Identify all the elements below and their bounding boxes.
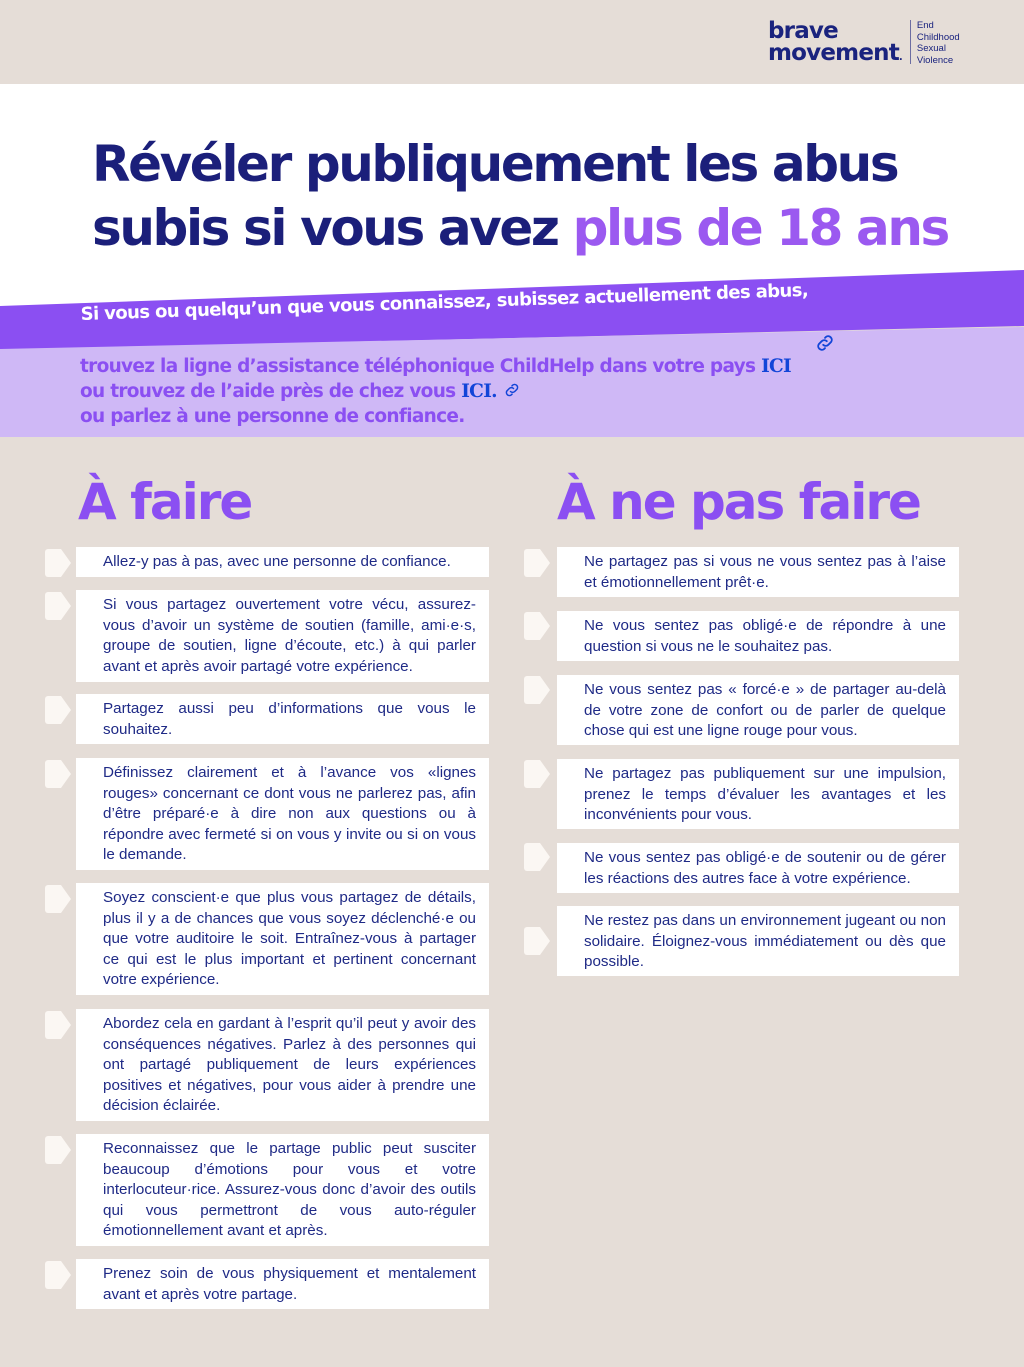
arrow-bullet-icon bbox=[524, 760, 550, 788]
do-list-item: Si vous partagez ouvertement votre vécu, assurez-vous d’avoir un système de soutien (famille, ami·e·s, groupe de soutien, ligne d’écoute, etc.) à qui parler avant et après avoir partagé votre expérience. bbox=[76, 590, 489, 682]
title-line-1: Révéler publiquement les abus bbox=[92, 135, 898, 193]
alert-banner-text: Si vous ou quelqu’un que vous connaissez, subissez actuellement des abus, bbox=[80, 279, 809, 325]
arrow-bullet-icon bbox=[45, 1261, 71, 1289]
do-list-item: Soyez conscient·e que plus vous partagez de détails, plus il y a de chances que vous soyez déclenché·e ou que votre auditoire le soit. Entraînez-vous à partager ce qui est le plus important et pertinent concernant votre expérience. bbox=[76, 883, 489, 995]
dont-list-item: Ne vous sentez pas obligé·e de soutenir ou de gérer les réactions des autres face à votre expérience. bbox=[557, 843, 959, 893]
dont-list-item: Ne vous sentez pas « forcé·e » de partager au-delà de votre zone de confort ou de parler de quelque chose qui est une ligne rouge pour vous. bbox=[557, 675, 959, 745]
arrow-bullet-icon bbox=[524, 676, 550, 704]
arrow-bullet-icon bbox=[45, 1011, 71, 1039]
do-list-item: Définissez clairement et à l’avance vos «lignes rouges» concernant ce dont vous ne parlerez pas, afin d’être préparé·e à dire non aux questions ou à répondre avec fermeté si on vous y invite ou si on vous le demande. bbox=[76, 758, 489, 870]
arrow-bullet-icon bbox=[45, 1136, 71, 1164]
dont-list-item: Ne partagez pas publiquement sur une impulsion, prenez le temps d’évaluer les avantages et les inconvénients pour vous. bbox=[557, 759, 959, 829]
arrow-bullet-icon bbox=[45, 549, 71, 577]
help-lines bbox=[80, 354, 791, 429]
do-list-item: Reconnaissez que le partage public peut susciter beaucoup d’émotions pour vous et votre interlocuteur·rice. Assurez-vous donc d’avoir des outils qui vous permettront de vous auto-réguler émotionnellement avant et après. bbox=[76, 1134, 489, 1246]
arrow-bullet-icon bbox=[524, 612, 550, 640]
help-line-1 bbox=[80, 354, 791, 379]
do-list-item: Allez-y pas à pas, avec une personne de confiance. bbox=[76, 547, 489, 577]
logo-line-2: movement bbox=[768, 40, 899, 66]
help-line-2-text: ou trouvez de l’aide près de chez vous bbox=[80, 381, 462, 402]
dont-heading: À ne pas faire bbox=[557, 473, 920, 531]
logo-line-1: brave bbox=[768, 18, 838, 44]
brave-movement-logo bbox=[768, 20, 960, 69]
help-line-1-text: trouvez la ligne d’assistance téléphonique ChildHelp dans votre pays bbox=[80, 356, 762, 377]
logo-wordmark: brave movement. bbox=[768, 18, 902, 66]
arrow-bullet-icon bbox=[45, 592, 71, 620]
link-icon[interactable] bbox=[503, 381, 521, 399]
tagline-line: Violence bbox=[916, 54, 954, 66]
do-list-item: Abordez cela en gardant à l’esprit qu’il peut y avoir des conséquences négatives. Parlez à des personnes qui ont partagé publiquement de leurs expériences positives et négatives, pour vous aider à prendre une décision éclairée. bbox=[76, 1009, 489, 1121]
dont-list-item: Ne vous sentez pas obligé·e de répondre à une question si vous ne le souhaitez pas. bbox=[557, 611, 959, 661]
childhelp-country-link[interactable]: ICI bbox=[761, 356, 792, 377]
help-line-2 bbox=[80, 379, 791, 404]
arrow-bullet-icon bbox=[45, 696, 71, 724]
tagline-line: Sexual bbox=[916, 43, 946, 54]
link-icon[interactable] bbox=[814, 332, 836, 354]
do-list-item: Partagez aussi peu d’informations que vous le souhaitez. bbox=[76, 694, 489, 744]
arrow-bullet-icon bbox=[45, 760, 71, 788]
tagline-line: Childhood bbox=[916, 31, 960, 43]
dont-list-item: Ne partagez pas si vous ne vous sentez pas à l’aise et émotionnellement prêt·e. bbox=[557, 547, 959, 597]
page-title bbox=[92, 132, 992, 260]
dont-list-item: Ne restez pas dans un environnement jugeant ou non solidaire. Éloignez-vous immédiatement ou dès que possible. bbox=[557, 906, 959, 976]
tagline-line: End bbox=[916, 20, 934, 31]
title-line-2: subis si vous avez bbox=[92, 199, 573, 257]
arrow-bullet-icon bbox=[524, 549, 550, 577]
logo-divider bbox=[910, 20, 911, 64]
logo-tagline bbox=[917, 20, 960, 66]
help-line-3: ou parlez à une personne de confiance. bbox=[80, 406, 465, 427]
local-help-link[interactable]: ICI. bbox=[461, 381, 497, 402]
arrow-bullet-icon bbox=[45, 885, 71, 913]
do-list-item: Prenez soin de vous physiquement et mentalement avant et après votre partage. bbox=[76, 1259, 489, 1309]
arrow-bullet-icon bbox=[524, 843, 550, 871]
arrow-bullet-icon bbox=[524, 927, 550, 955]
do-heading: À faire bbox=[78, 473, 252, 531]
title-accent: plus de 18 ans bbox=[572, 199, 948, 257]
